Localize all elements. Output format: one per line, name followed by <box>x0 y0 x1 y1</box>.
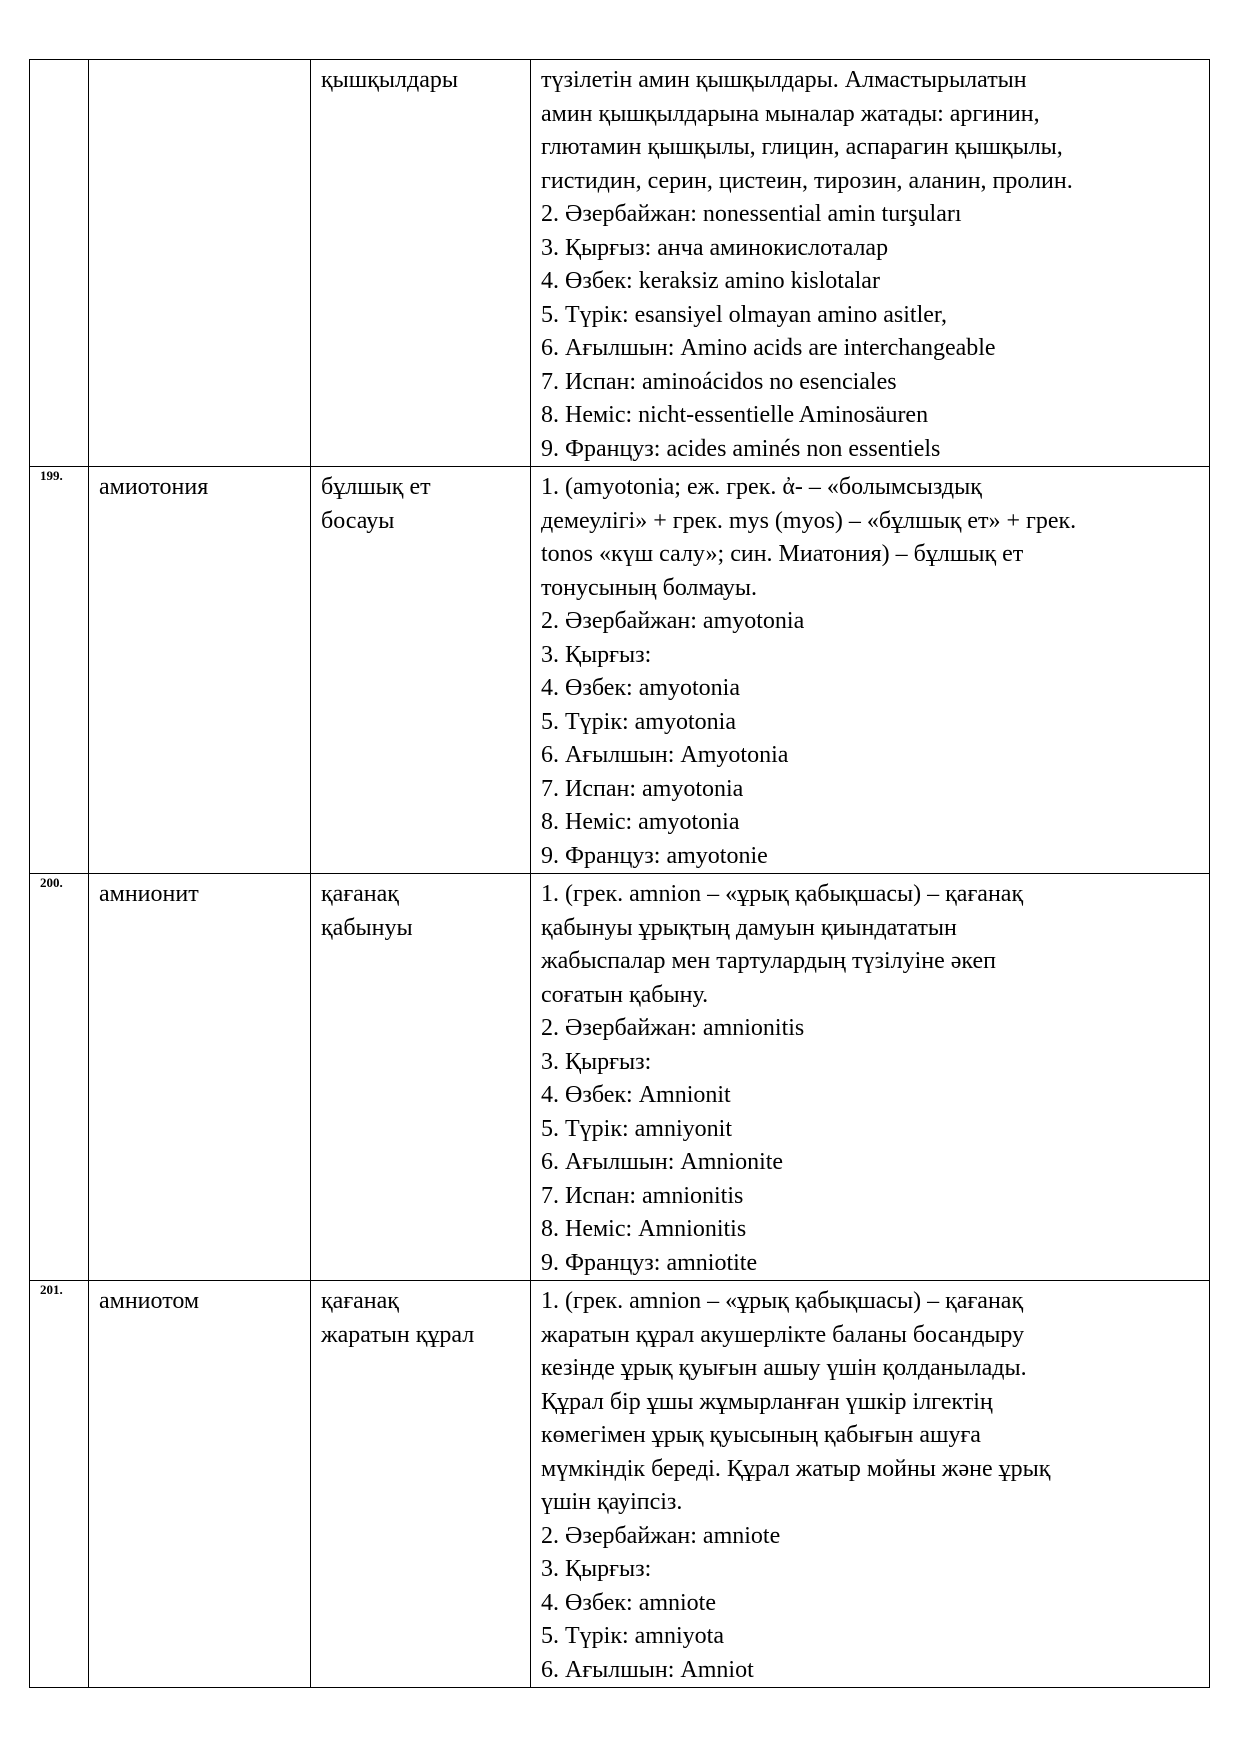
definition-line: 4. Өзбек: Amnionit <box>541 1082 731 1108</box>
definition-line: 2. Әзербайжан: amyotonia <box>541 608 805 634</box>
kazakh-term-line: қағанақ <box>321 881 399 907</box>
definition-line: 3. Қырғыз: <box>541 1048 652 1075</box>
kazakh-term-cell <box>311 1281 531 1688</box>
definition-line: мүмкіндік береді. Құрал жатыр мойны және ұрық <box>541 1455 1051 1482</box>
entry-number: 201. <box>30 1281 89 1688</box>
definition-line: 8. Неміс: nicht-essentielle Aminosäuren <box>541 402 929 428</box>
glossary-body <box>30 60 1210 1688</box>
definition-line: 3. Қырғыз: анча аминокислоталар <box>541 234 889 261</box>
definition-line: 1. (грек. amnion – «ұрық қабықшасы) – қағанақ <box>541 1288 1024 1314</box>
kazakh-term-line: бұлшық ет <box>321 474 431 500</box>
definition-line: 9. Француз: amniotite <box>541 1249 758 1276</box>
kazakh-term-line: босауы <box>321 507 395 534</box>
definition-line: гистидин, серин, цистеин, тирозин, аланин, пролин. <box>541 167 1073 194</box>
definition-line: 7. Испан: amnionitis <box>541 1182 744 1209</box>
table-row <box>30 467 1210 874</box>
kazakh-term-cell <box>311 467 531 874</box>
definition-cell <box>531 874 1210 1281</box>
definition-cell <box>531 60 1210 467</box>
definition-line: 6. Ағылшын: Amino acids are interchangeable <box>541 335 996 361</box>
definition-line: көмегімен ұрық қуысының қабығын ашуға <box>541 1422 981 1448</box>
definition-line: 5. Түрік: amyotonia <box>541 708 736 735</box>
kazakh-term-cell <box>311 874 531 1281</box>
definition-line: тонусының болмауы. <box>541 574 758 601</box>
definition-line: 8. Неміс: Amnionitis <box>541 1216 747 1242</box>
definition-line: 7. Испан: amyotonia <box>541 775 744 802</box>
definition-line: демеулігі» + грек. mys (myos) – «бұлшық ет» + грек. <box>541 507 1077 534</box>
term-cell: амнионит <box>89 874 311 1281</box>
definition-line: жабыспалар мен тартулардың түзілуіне әкеп <box>541 948 996 974</box>
term-cell: амиотония <box>89 467 311 874</box>
kazakh-term-line: жаратын құрал <box>321 1321 475 1348</box>
definition-line: 9. Француз: acides aminés non essentiels <box>541 435 941 462</box>
definition-line: 6. Ағылшын: Amnionite <box>541 1149 784 1175</box>
entry-number: 199. <box>30 467 89 874</box>
definition-line: 4. Өзбек: keraksiz amino kislotalar <box>541 268 880 294</box>
definition-cell <box>531 1281 1210 1688</box>
definition-line: үшін қауіпсіз. <box>541 1489 683 1515</box>
term-cell: амниотом <box>89 1281 311 1688</box>
definition-line: Құрал бір ұшы жұмырланған үшкір ілгектің <box>541 1388 993 1415</box>
definition-line: жаратын құрал акушерлікте баланы босандыру <box>541 1321 1025 1348</box>
definition-line: 5. Түрік: amniyota <box>541 1623 724 1649</box>
definition-line: 6. Ағылшын: Amniot <box>541 1656 754 1683</box>
definition-line: 7. Испан: aminoácidos no esenciales <box>541 368 897 395</box>
definition-line: соғатын қабыну. <box>541 981 709 1008</box>
definition-line: қабынуы ұрықтың дамуын қиындататын <box>541 914 957 941</box>
definition-line: 9. Француз: amyotonie <box>541 842 768 869</box>
definition-line: 2. Әзербайжан: amniote <box>541 1522 781 1549</box>
definition-line: 5. Түрік: amniyonit <box>541 1115 732 1142</box>
definition-line: 8. Неміс: amyotonia <box>541 809 740 835</box>
glossary-table <box>29 59 1210 1688</box>
entry-number <box>30 60 89 467</box>
definition-line: кезінде ұрық қуығын ашыу үшін қолданылады. <box>541 1355 1027 1381</box>
definition-line: 3. Қырғыз: <box>541 1556 652 1582</box>
definition-line: амин қышқылдарына мыналар жатады: аргинин, <box>541 100 1040 127</box>
table-row <box>30 874 1210 1281</box>
definition-line: 1. (amyotonia; еж. грек. ἀ- – «болымсыздық <box>541 474 982 500</box>
definition-line: tonos «күш салу»; син. Миатония) – бұлшық ет <box>541 541 1024 567</box>
kazakh-term-line: қағанақ <box>321 1288 399 1314</box>
term-cell <box>89 60 311 467</box>
table-row <box>30 1281 1210 1688</box>
definition-line: 4. Өзбек: amniote <box>541 1589 716 1616</box>
kazakh-term-line: қабынуы <box>321 914 413 941</box>
definition-line: 1. (грек. amnion – «ұрық қабықшасы) – қағанақ <box>541 881 1024 907</box>
kazakh-term-line: қышқылдары <box>321 67 459 93</box>
entry-number: 200. <box>30 874 89 1281</box>
definition-line: 2. Әзербайжан: amnionitis <box>541 1015 805 1041</box>
definition-cell <box>531 467 1210 874</box>
kazakh-term-cell <box>311 60 531 467</box>
table-row <box>30 60 1210 467</box>
definition-line: 6. Ағылшын: Amyotonia <box>541 742 789 768</box>
definition-line: 4. Өзбек: amyotonia <box>541 675 740 701</box>
definition-line: 5. Түрік: esansiyel olmayan amino asitler, <box>541 301 947 328</box>
definition-line: 3. Қырғыз: <box>541 641 652 668</box>
definition-line: глютамин қышқылы, глицин, аспарагин қышқылы, <box>541 134 1063 160</box>
definition-line: түзілетін амин қышқылдары. Алмастырылатын <box>541 67 1027 93</box>
definition-line: 2. Әзербайжан: nonessential amin turşuları <box>541 201 962 227</box>
